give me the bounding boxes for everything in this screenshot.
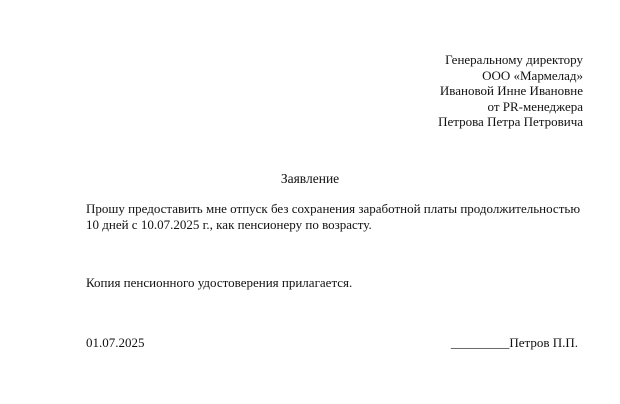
addressee-block bbox=[438, 52, 583, 130]
document-date: 01.07.2025 bbox=[86, 335, 145, 350]
addressee-position: Генеральному директору bbox=[445, 52, 583, 67]
signature-line: _________Петров П.П. bbox=[450, 335, 578, 350]
sender-position: от PR-менеджера bbox=[487, 98, 583, 114]
attachment-note: Копия пенсионного удостоверения прилагается. bbox=[86, 275, 353, 290]
sender-name: Петрова Петра Петровича bbox=[438, 114, 583, 129]
request-line-1: Прошу предоставить мне отпуск без сохранения заработной платы продолжительностью bbox=[86, 201, 581, 216]
document-title: Заявление bbox=[280, 171, 340, 186]
addressee-company: ООО «Мармелад» bbox=[482, 67, 583, 83]
request-line-2: 10 дней с 10.07.2025 г., как пенсионеру по возрасту. bbox=[86, 216, 372, 232]
request-text bbox=[86, 201, 586, 232]
addressee-name: Ивановой Инне Ивановне bbox=[439, 83, 583, 98]
